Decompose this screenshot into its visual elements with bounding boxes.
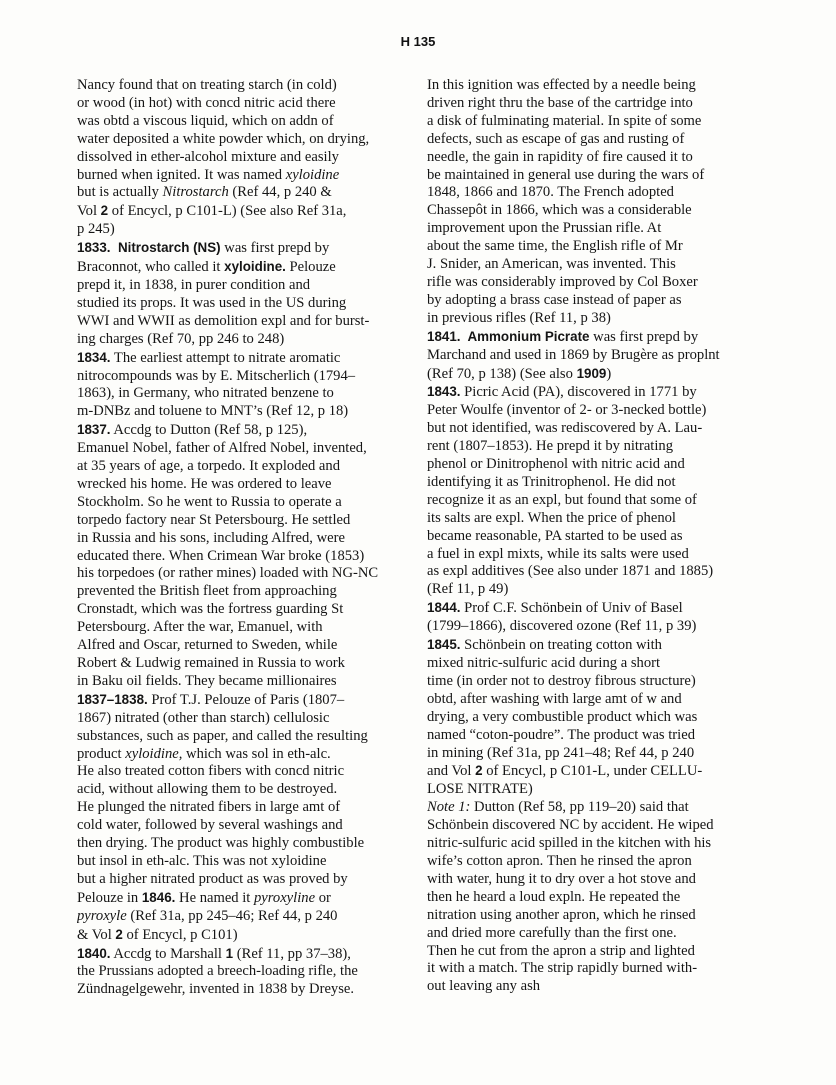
text-segment: Peter Woulfe (inventor of 2- or 3-necked bottle) — [427, 402, 707, 419]
text-segment: of Encycl, p C101-L, under CELLU- — [482, 763, 703, 780]
text-line — [427, 365, 765, 384]
text-segment: LOSE NITRATE) — [427, 781, 533, 798]
text-line — [77, 583, 415, 601]
text-line — [77, 619, 415, 637]
text-segment: then he heard a loud expln. He repeated the — [427, 888, 681, 905]
text-line — [427, 256, 765, 274]
text-segment: but a higher nitrated product as was proved by — [77, 870, 348, 887]
text-segment: prevented the British fleet from approaching — [77, 583, 337, 600]
text-line — [77, 113, 415, 131]
text-segment: named “coton-poudre”. The product was tried — [427, 726, 695, 743]
text-line — [427, 889, 765, 907]
text-line — [77, 403, 415, 421]
text-line — [427, 95, 765, 113]
text-line — [77, 476, 415, 494]
text-segment: be maintained in general use during the wars of — [427, 166, 705, 183]
page-number: H 135 — [400, 34, 436, 49]
text-segment: Emanuel Nobel, father of Alfred Nobel, invented, — [77, 440, 367, 457]
text-segment: Zündnagelgewehr, invented in 1838 by Dreyse. — [77, 981, 355, 998]
text-segment: of Encycl, p C101) — [122, 926, 238, 943]
text-segment: Nancy found that on treating starch (in cold) — [77, 77, 337, 93]
text-segment: ing charges (Ref 70, pp 246 to 248) — [77, 330, 285, 347]
text-segment: xyloidine, — [125, 745, 183, 762]
text-segment: Marchand and used in 1869 by Brugère as proplnt — [427, 346, 720, 363]
text-segment: pyroxyle — [77, 907, 127, 924]
text-segment: Nitrostarch — [162, 184, 229, 201]
text-line — [77, 835, 415, 853]
text-segment: Petersbourg. After the war, Emanuel, with — [77, 619, 323, 636]
text-segment: wife’s cotton apron. Then he rinsed the apron — [427, 852, 692, 869]
text-segment: or — [315, 889, 331, 906]
text-segment: Robert & Ludwig remained in Russia to work — [77, 655, 345, 671]
text-segment: educated there. When Crimean War broke (1853) — [77, 547, 365, 564]
text-line — [427, 310, 765, 328]
text-line — [77, 313, 415, 331]
text-line — [427, 510, 765, 528]
text-line — [427, 202, 765, 220]
text-segment: water deposited a white powder which, on drying, — [77, 130, 370, 147]
text-line — [427, 745, 765, 763]
text-segment: was first prepd by — [589, 328, 699, 345]
text-segment: 1841. Ammonium Picrate — [427, 328, 590, 344]
text-segment: 1837–1838. — [77, 691, 148, 707]
text-segment: about the same time, the English rifle of Mr — [427, 238, 683, 255]
text-segment: (Ref 70, p 138) (See also — [427, 365, 577, 382]
text-segment: cold water, followed by several washings and — [77, 817, 343, 834]
text-segment: in previous rifles (Ref 11, p 38) — [427, 309, 611, 326]
text-segment: Pelouze in — [77, 889, 142, 906]
text-segment: of Encycl, p C101-L) (See also Ref 31a, — [108, 203, 347, 220]
text-segment: Note 1: — [427, 799, 471, 816]
text-segment: 2 — [115, 926, 123, 942]
text-segment: was first prepd by — [220, 240, 330, 257]
text-line — [427, 438, 765, 456]
text-line — [427, 636, 765, 655]
text-line — [77, 781, 415, 799]
text-line — [77, 458, 415, 476]
text-line — [427, 817, 765, 835]
text-line — [427, 347, 765, 365]
text-line — [427, 655, 765, 673]
text-segment: Braconnot, who called it — [77, 259, 225, 276]
text-line — [77, 494, 415, 512]
text-line — [427, 383, 765, 402]
text-segment: (Ref 11, p 49) — [427, 581, 509, 598]
text-line — [427, 563, 765, 581]
text-line — [77, 763, 415, 781]
text-segment: Schönbein discovered NC by accident. He wiped — [427, 817, 714, 834]
text-line — [427, 871, 765, 889]
text-segment: needle, the gain in rapidity of fire caused it to — [427, 148, 693, 165]
text-segment: defects, such as escape of gas and rusting of — [427, 130, 685, 147]
text-line — [77, 385, 415, 403]
text-line — [77, 530, 415, 548]
text-line — [427, 131, 765, 149]
text-segment: at 35 years of age, a torpedo. It exploded and — [77, 458, 340, 475]
text-line — [427, 402, 765, 420]
text-segment: xyloidine. — [224, 259, 286, 275]
text-line — [427, 274, 765, 292]
text-line — [427, 238, 765, 256]
text-line — [77, 981, 415, 999]
text-line — [77, 149, 415, 167]
text-line — [427, 943, 765, 961]
text-line — [427, 691, 765, 709]
text-segment: Accdg to Marshall — [110, 945, 226, 962]
text-line — [427, 528, 765, 546]
text-segment: The earliest attempt to nitrate aromatic — [110, 349, 341, 366]
text-segment: Chassepôt in 1866, which was a considerable — [427, 202, 692, 219]
text-segment: was obtd a viscous liquid, which on addn of — [77, 112, 334, 129]
text-line — [427, 77, 765, 95]
text-line — [427, 925, 765, 943]
text-line — [427, 167, 765, 185]
text-segment: m-DNBz and toluene to MNT’s (Ref 12, p 18) — [77, 403, 349, 420]
text-line — [427, 113, 765, 131]
text-segment: became reasonable, PA started to be used as — [427, 527, 683, 544]
text-segment: pyroxyline — [254, 889, 316, 906]
text-segment: J. Snider, an American, was invented. This — [427, 256, 676, 273]
text-segment: recognize it as an expl, but found that some of — [427, 491, 697, 508]
text-line — [77, 131, 415, 149]
text-line — [427, 673, 765, 691]
text-segment: rent (1807–1853). He prepd it by nitrating — [427, 438, 674, 455]
text-segment: substances, such as paper, and called the resulting — [77, 727, 368, 744]
text-segment: (Ref 31a, pp 245–46; Ref 44, p 240 — [126, 907, 338, 924]
text-line — [427, 492, 765, 510]
text-segment: 1844. — [427, 600, 461, 616]
text-line — [427, 781, 765, 799]
text-segment: 1848, 1866 and 1870. The French adopted — [427, 184, 674, 201]
text-line — [77, 655, 415, 673]
text-line — [77, 908, 415, 926]
text-line — [427, 420, 765, 438]
text-segment: Schönbein on treating cotton with — [460, 637, 662, 654]
text-segment: in Russia and his sons, including Alfred, were — [77, 529, 345, 546]
text-line — [77, 331, 415, 349]
text-line — [77, 77, 415, 95]
text-segment: which was sol in eth-alc. — [182, 745, 331, 762]
text-segment: He plunged the nitrated fibers in large amt of — [77, 799, 341, 816]
text-line — [427, 853, 765, 871]
text-segment: product — [77, 745, 126, 762]
text-segment: prepd it, in 1838, in purer condition and — [77, 276, 311, 293]
text-segment: Accdg to Dutton (Ref 58, p 125), — [110, 422, 308, 439]
text-line — [427, 474, 765, 492]
text-segment: nitrocompounds was by E. Mitscherlich (1794– — [77, 367, 356, 384]
text-segment: Then he cut from the apron a strip and lighted — [427, 942, 695, 959]
text-segment: 1846. — [141, 889, 176, 905]
text-segment: xyloidine — [285, 166, 340, 183]
text-line — [77, 95, 415, 113]
text-segment: torpedo factory near St Petersbourg. He settled — [77, 511, 351, 528]
text-line — [77, 601, 415, 619]
text-segment: his torpedoes (or rather mines) loaded with NG-NC — [77, 565, 379, 582]
text-line — [427, 599, 765, 618]
text-line — [77, 349, 415, 368]
text-line — [77, 258, 415, 277]
text-segment: phenol or Dinitrophenol with nitric acid and — [427, 456, 685, 473]
text-segment: Pelouze — [285, 259, 336, 276]
text-segment: 1909 — [576, 365, 607, 381]
text-line — [77, 799, 415, 817]
text-line — [427, 220, 765, 238]
text-line — [427, 546, 765, 564]
text-line — [77, 512, 415, 530]
text-segment: and dried more carefully than the first one. — [427, 924, 677, 941]
text-segment: improvement upon the Prussian rifle. At — [427, 220, 662, 237]
text-segment: rifle was considerably improved by Col Boxer — [427, 273, 698, 290]
text-segment: time (in order not to destroy fibrous structure) — [427, 672, 696, 689]
text-line — [77, 184, 415, 202]
text-segment: identifying it as Trinitrophenol. He did not — [427, 473, 676, 490]
text-segment: in Baku oil fields. They became millionaires — [77, 672, 337, 689]
text-line — [427, 727, 765, 745]
right-column — [427, 77, 765, 996]
text-line — [427, 907, 765, 925]
text-line — [77, 853, 415, 871]
text-segment: Prof T.J. Pelouze of Paris (1807– — [147, 691, 345, 708]
text-line — [77, 746, 415, 764]
text-line — [77, 548, 415, 566]
text-segment: then drying. The product was highly combustible — [77, 835, 365, 852]
text-segment: 1843. — [427, 384, 461, 400]
text-segment: its salts are expl. When the price of phenol — [427, 509, 676, 526]
text-segment: but not identified, was rediscovered by A. Lau- — [427, 420, 703, 437]
left-column — [77, 77, 415, 999]
text-segment: or wood (in hot) with concd nitric acid there — [77, 94, 336, 111]
text-line — [77, 637, 415, 655]
text-segment: 1845. — [427, 637, 461, 653]
text-segment: Vol — [77, 203, 101, 220]
text-segment: Alfred and Oscar, returned to Sweden, while — [77, 637, 338, 654]
text-segment: 1 — [225, 945, 234, 961]
text-segment: a fuel in expl mixts, while its salts were used — [427, 545, 689, 562]
text-line — [77, 167, 415, 185]
text-segment: 1863), in Germany, who nitrated benzene to — [77, 385, 334, 402]
text-line — [77, 691, 415, 710]
text-segment: acid, without allowing them to be destroyed. — [77, 781, 338, 798]
text-segment: WWI and WWII as demolition expl and for burst- — [77, 312, 370, 329]
text-line — [427, 709, 765, 727]
text-line — [77, 926, 415, 945]
text-segment: burned when ignited. It was named — [77, 166, 286, 183]
text-line — [77, 440, 415, 458]
text-segment: dissolved in ether-alcohol mixture and easily — [77, 148, 339, 165]
text-line — [427, 149, 765, 167]
text-line — [77, 871, 415, 889]
text-segment: obtd, after washing with large amt of w and — [427, 690, 682, 707]
text-segment: 2 — [100, 203, 109, 219]
text-segment: a disk of fulminating material. In spite of some — [427, 112, 702, 129]
text-segment: 1867) nitrated (other than starch) cellulosic — [77, 709, 330, 726]
text-segment: Cronstadt, which was the fortress guarding St — [77, 601, 344, 618]
text-line — [427, 835, 765, 853]
text-segment: it with a match. The strip rapidly burned with- — [427, 960, 698, 977]
text-line — [77, 421, 415, 440]
text-line — [77, 728, 415, 746]
text-line — [77, 945, 415, 964]
text-line — [77, 368, 415, 386]
text-segment: mixed nitric-sulfuric acid during a short — [427, 655, 661, 671]
text-line — [77, 295, 415, 313]
text-line — [427, 960, 765, 978]
text-segment: nitration using another apron, which he rinsed — [427, 906, 696, 923]
text-line — [77, 963, 415, 981]
text-segment: Dutton (Ref 58, pp 119–20) said that — [470, 799, 689, 816]
text-segment: the Prussians adopted a breech-loading rifle, the — [77, 963, 358, 980]
text-segment: He also treated cotton fibers with concd nitric — [77, 763, 345, 780]
text-line — [427, 292, 765, 310]
text-segment: nitric-sulfuric acid spilled in the kitchen with his — [427, 835, 712, 852]
text-line — [427, 799, 765, 817]
text-segment: studied its props. It was used in the US during — [77, 294, 347, 311]
text-line — [427, 762, 765, 781]
text-segment: by adopting a brass case instead of paper as — [427, 291, 682, 308]
text-line — [77, 202, 415, 221]
text-segment: but is actually — [77, 184, 163, 201]
text-segment: as expl additives (See also under 1871 and 1885) — [427, 563, 714, 580]
text-line — [77, 889, 415, 908]
text-segment: Prof C.F. Schönbein of Univ of Basel — [460, 600, 683, 617]
text-segment: ) — [606, 365, 612, 382]
text-line — [77, 221, 415, 239]
text-segment: 1840. — [77, 945, 111, 961]
text-segment: (1799–1866), discovered ozone (Ref 11, p 39) — [427, 618, 697, 635]
text-segment: (Ref 44, p 240 & — [228, 184, 332, 201]
text-line — [77, 239, 415, 258]
text-line — [77, 673, 415, 691]
text-line — [427, 456, 765, 474]
text-line — [427, 328, 765, 347]
text-segment: He named it — [175, 889, 254, 906]
text-segment: In this ignition was effected by a needle being — [427, 77, 696, 93]
text-segment: driven right thru the base of the cartridge into — [427, 94, 693, 111]
text-line — [427, 184, 765, 202]
text-line — [77, 817, 415, 835]
text-segment: 1833. Nitrostarch (NS) — [77, 240, 221, 256]
text-segment: wrecked his home. He was ordered to leave — [77, 475, 332, 492]
text-segment: and Vol — [427, 763, 476, 780]
text-segment: 1834. — [77, 349, 111, 365]
text-segment: p 245) — [77, 221, 115, 238]
text-line — [427, 581, 765, 599]
text-line — [77, 565, 415, 583]
text-line — [77, 710, 415, 728]
text-segment: 1837. — [77, 422, 111, 438]
text-segment: in mining (Ref 31a, pp 241–48; Ref 44, p 240 — [427, 744, 695, 761]
text-segment: Picric Acid (PA), discovered in 1771 by — [460, 384, 697, 401]
text-segment: & Vol — [77, 926, 116, 943]
text-line — [77, 277, 415, 295]
text-segment: Stockholm. So he went to Russia to operate a — [77, 493, 342, 510]
text-segment: out leaving any ash — [427, 978, 541, 995]
text-line — [427, 978, 765, 996]
text-segment: drying, a very combustible product which was — [427, 708, 698, 725]
text-segment: 2 — [475, 763, 483, 779]
text-segment: (Ref 11, pp 37–38), — [233, 945, 351, 962]
text-line — [427, 618, 765, 636]
text-segment: but insol in eth-alc. This was not xyloidine — [77, 852, 327, 869]
text-segment: with water, hung it to dry over a hot stove and — [427, 870, 696, 887]
